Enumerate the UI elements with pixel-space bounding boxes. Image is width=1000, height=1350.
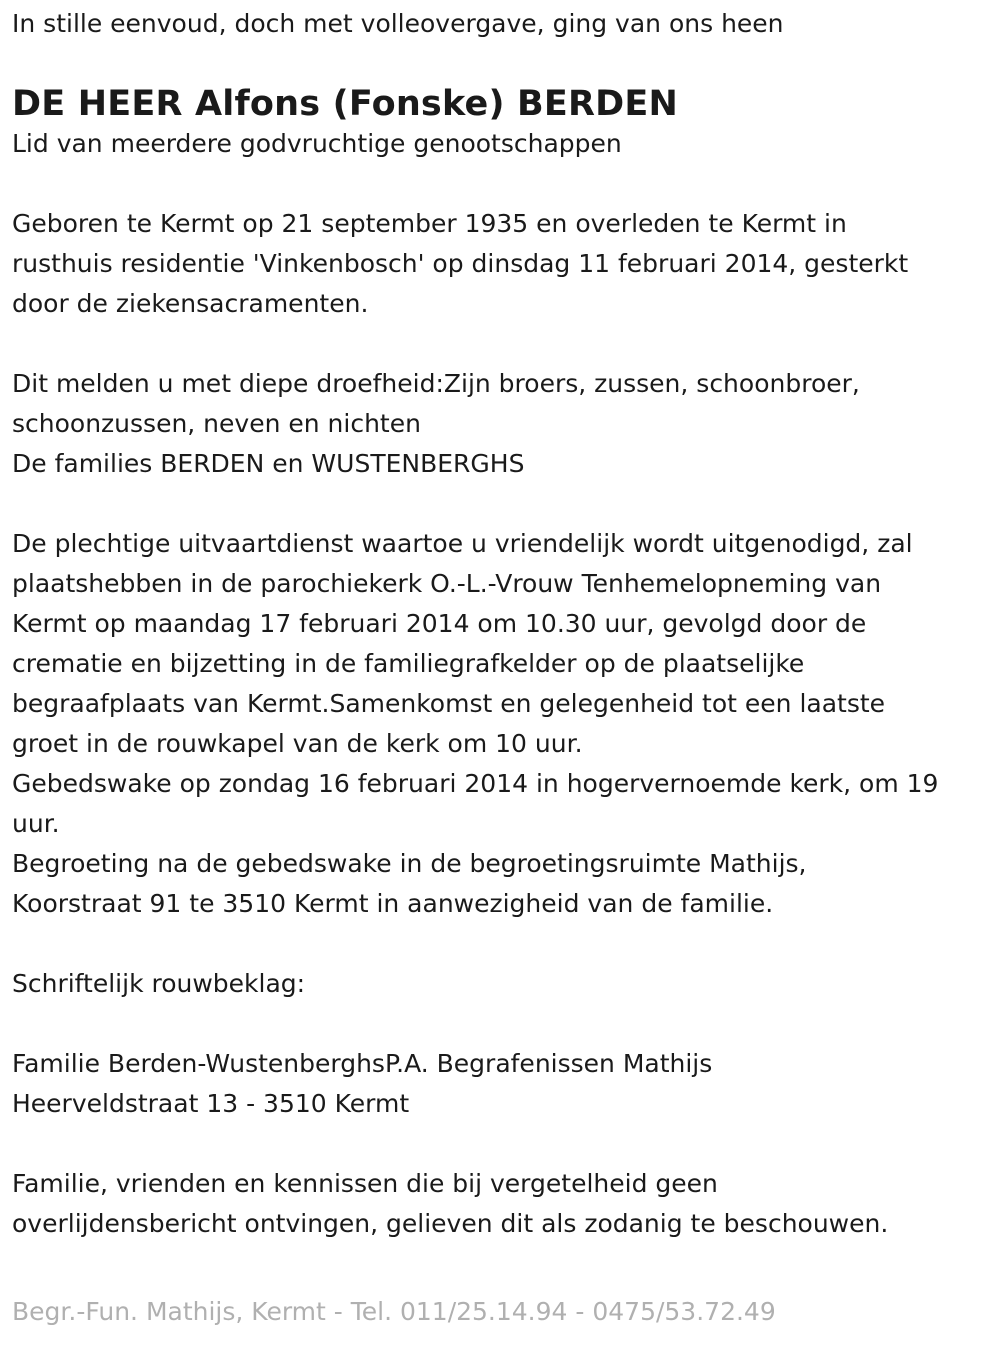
paragraph-line: Kermt op maandag 17 februari 2014 om 10.30 uur, gevolgd door de [12, 609, 867, 638]
spacer [12, 924, 988, 964]
condolence-heading: Schriftelijk rouwbeklag: [12, 969, 306, 998]
condolence-address [12, 1044, 988, 1124]
paragraph-line: Familie, vrienden en kennissen die bij vergetelheid geen [12, 1169, 718, 1198]
service-paragraph [12, 524, 988, 924]
spacer [12, 164, 988, 204]
paragraph-line: Begroeting na de gebedswake in de begroetingsruimte Mathijs, [12, 849, 807, 878]
intro-text: In stille eenvoud, doch met volleovergave, ging van ons heen [12, 9, 784, 38]
paragraph-line: Koorstraat 91 te 3510 Kermt in aanwezigheid van de familie. [12, 889, 774, 918]
mourners-paragraph [12, 364, 988, 484]
paragraph-line: begraafplaats van Kermt.Samenkomst en gelegenheid tot een laatste [12, 689, 886, 718]
paragraph-line: schoonzussen, neven en nichten [12, 409, 421, 438]
address-line: Familie Berden-WustenberghsP.A. Begrafenissen Mathijs [12, 1049, 713, 1078]
paragraph-line: crematie en bijzetting in de familiegrafkelder op de plaatselijke [12, 649, 805, 678]
paragraph-line: De families BERDEN en WUSTENBERGHS [12, 449, 525, 478]
paragraph-line: groet in de rouwkapel van de kerk om 10 uur. [12, 729, 583, 758]
address-line: Heerveldstraat 13 - 3510 Kermt [12, 1089, 410, 1118]
paragraph-line: Geboren te Kermt op 21 september 1935 en overleden te Kermt in [12, 209, 847, 238]
spacer [12, 324, 988, 364]
paragraph-line: uur. [12, 809, 60, 838]
paragraph-line: door de ziekensacramenten. [12, 289, 369, 318]
paragraph-line: rusthuis residentie 'Vinkenbosch' op dinsdag 11 februari 2014, gesterkt [12, 249, 909, 278]
paragraph-line: overlijdensbericht ontvingen, gelieven dit als zodanig te beschouwen. [12, 1209, 889, 1238]
deceased-subtitle: Lid van meerdere godvruchtige genootschappen [12, 129, 622, 158]
paragraph-line: De plechtige uitvaartdienst waartoe u vriendelijk wordt uitgenodigd, zal [12, 529, 913, 558]
spacer [12, 484, 988, 524]
paragraph-line: Dit melden u met diepe droefheid:Zijn broers, zussen, schoonbroer, [12, 369, 860, 398]
closing-paragraph [12, 1164, 988, 1244]
paragraph-line: Gebedswake op zondag 16 februari 2014 in hogervernoemde kerk, om 19 [12, 769, 939, 798]
birth-death-paragraph [12, 204, 988, 324]
funeral-home-footer: Begr.-Fun. Mathijs, Kermt - Tel. 011/25.14.94 - 0475/53.72.49 [12, 1297, 776, 1326]
paragraph-line: plaatshebben in de parochiekerk O.-L.-Vrouw Tenhemelopneming van [12, 569, 882, 598]
deceased-name: DE HEER Alfons (Fonske) BERDEN [12, 84, 679, 124]
spacer [12, 1124, 988, 1164]
spacer [12, 1004, 988, 1044]
